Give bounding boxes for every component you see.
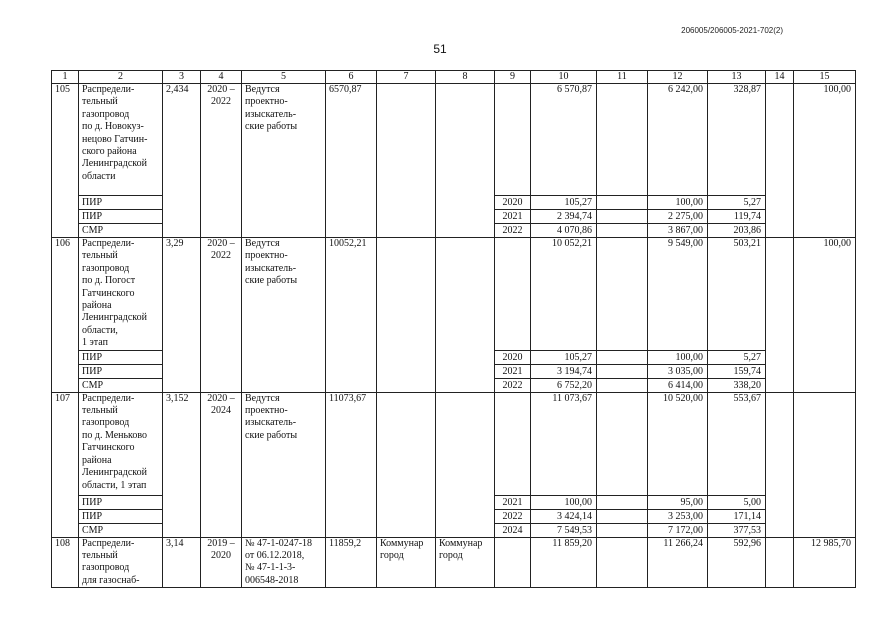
length-value: 3,29 — [163, 238, 201, 393]
other-funding — [766, 537, 794, 588]
regional-funding: 6 242,00 — [648, 84, 708, 196]
regional-funding: 3 867,00 — [648, 224, 708, 238]
regional-funding: 7 172,00 — [648, 523, 708, 537]
length-value: 3,152 — [163, 392, 201, 537]
total-funding: 3 424,14 — [531, 509, 597, 523]
regional-funding: 9 549,00 — [648, 238, 708, 351]
column-header-6: 6 — [326, 71, 377, 84]
object-name: Распредели- тельный газопровод по д. Меньково Гатчинского района Ленинградской области, 1 этап — [79, 392, 163, 495]
row-number: 105 — [52, 84, 79, 238]
total-funding: 3 194,74 — [531, 364, 597, 378]
federal-funding — [597, 364, 648, 378]
row-number: 107 — [52, 392, 79, 537]
federal-funding — [597, 509, 648, 523]
work-type: СМР — [79, 378, 163, 392]
column-header-12: 12 — [648, 71, 708, 84]
regional-funding: 100,00 — [648, 350, 708, 364]
settlement — [436, 238, 495, 393]
local-funding: 592,96 — [708, 537, 766, 588]
work-type: ПИР — [79, 210, 163, 224]
total-funding: 6 752,20 — [531, 378, 597, 392]
row-number: 108 — [52, 537, 79, 588]
local-funding: 5,27 — [708, 196, 766, 210]
work-type: ПИР — [79, 196, 163, 210]
total-funding: 11 859,20 — [531, 537, 597, 588]
column-header-13: 13 — [708, 71, 766, 84]
table-row — [52, 537, 856, 588]
work-type: СМР — [79, 523, 163, 537]
local-funding: 553,67 — [708, 392, 766, 495]
regional-funding: 3 253,00 — [648, 509, 708, 523]
work-year: 2020 — [495, 350, 531, 364]
object-name: Распредели- тельный газопровод по д. Новокуз- нецово Гатчин- ского района Ленинградской области — [79, 84, 163, 196]
column-header-10: 10 — [531, 71, 597, 84]
regional-funding: 10 520,00 — [648, 392, 708, 495]
total-funding: 11 073,67 — [531, 392, 597, 495]
period: 2020 – 2024 — [201, 392, 242, 537]
column-header-15: 15 — [794, 71, 856, 84]
capacity-value: 100,00 — [794, 84, 856, 238]
document-id: 206005/206005-2021-702(2) — [681, 26, 783, 35]
cost-total: 11859,2 — [326, 537, 377, 588]
row-number: 106 — [52, 238, 79, 393]
settlement: Коммунар город — [436, 537, 495, 588]
local-funding: 377,53 — [708, 523, 766, 537]
other-funding — [766, 238, 794, 393]
settlement — [436, 84, 495, 238]
work-year: 2021 — [495, 210, 531, 224]
period: 2020 – 2022 — [201, 238, 242, 393]
municipality — [377, 392, 436, 537]
work-type: ПИР — [79, 495, 163, 509]
page-number: 51 — [433, 42, 447, 56]
capacity-value: 100,00 — [794, 238, 856, 393]
work-type: СМР — [79, 224, 163, 238]
table-row — [52, 392, 856, 495]
work-type: ПИР — [79, 509, 163, 523]
regional-funding: 6 414,00 — [648, 378, 708, 392]
column-header-2: 2 — [79, 71, 163, 84]
federal-funding — [597, 238, 648, 351]
header-row — [52, 71, 856, 84]
federal-funding — [597, 378, 648, 392]
work-year: 2021 — [495, 364, 531, 378]
year-cell — [495, 392, 531, 495]
object-name: Распредели- тельный газопровод для газоснаб- — [79, 537, 163, 588]
capacity-value: 12 985,70 — [794, 537, 856, 588]
work-year: 2022 — [495, 224, 531, 238]
local-funding: 171,14 — [708, 509, 766, 523]
column-header-11: 11 — [597, 71, 648, 84]
column-header-3: 3 — [163, 71, 201, 84]
table-row — [52, 238, 856, 351]
cost-total: 11073,67 — [326, 392, 377, 537]
federal-funding — [597, 84, 648, 196]
other-funding — [766, 392, 794, 537]
work-year: 2022 — [495, 378, 531, 392]
local-funding: 328,87 — [708, 84, 766, 196]
work-type: ПИР — [79, 364, 163, 378]
local-funding: 203,86 — [708, 224, 766, 238]
work-year: 2022 — [495, 509, 531, 523]
year-cell — [495, 537, 531, 588]
total-funding: 7 549,53 — [531, 523, 597, 537]
total-funding: 105,27 — [531, 196, 597, 210]
total-funding: 100,00 — [531, 495, 597, 509]
table-row — [52, 84, 856, 196]
federal-funding — [597, 350, 648, 364]
work-type: ПИР — [79, 350, 163, 364]
column-header-4: 4 — [201, 71, 242, 84]
column-header-1: 1 — [52, 71, 79, 84]
year-cell — [495, 84, 531, 196]
year-cell — [495, 238, 531, 351]
cost-total: 6570,87 — [326, 84, 377, 238]
column-header-14: 14 — [766, 71, 794, 84]
municipality — [377, 84, 436, 238]
federal-funding — [597, 523, 648, 537]
status-text: № 47-1-0247-18 от 06.12.2018, № 47-1-1-3- 006548-2018 — [242, 537, 326, 588]
column-header-8: 8 — [436, 71, 495, 84]
municipality: Коммунар город — [377, 537, 436, 588]
federal-funding — [597, 392, 648, 495]
federal-funding — [597, 224, 648, 238]
total-funding: 10 052,21 — [531, 238, 597, 351]
total-funding: 105,27 — [531, 350, 597, 364]
work-year: 2024 — [495, 523, 531, 537]
status-text: Ведутся проектно- изыскатель- ские работы — [242, 392, 326, 537]
column-header-7: 7 — [377, 71, 436, 84]
local-funding: 503,21 — [708, 238, 766, 351]
federal-funding — [597, 196, 648, 210]
federal-funding — [597, 210, 648, 224]
local-funding: 159,74 — [708, 364, 766, 378]
local-funding: 5,00 — [708, 495, 766, 509]
local-funding: 5,27 — [708, 350, 766, 364]
regional-funding: 2 275,00 — [648, 210, 708, 224]
local-funding: 338,20 — [708, 378, 766, 392]
cost-total: 10052,21 — [326, 238, 377, 393]
total-funding: 2 394,74 — [531, 210, 597, 224]
length-value: 2,434 — [163, 84, 201, 238]
regional-funding: 100,00 — [648, 196, 708, 210]
municipality — [377, 238, 436, 393]
settlement — [436, 392, 495, 537]
total-funding: 4 070,86 — [531, 224, 597, 238]
work-year: 2020 — [495, 196, 531, 210]
object-name: Распредели- тельный газопровод по д. Погост Гатчинского района Ленинградской области, 1 этап — [79, 238, 163, 351]
period: 2020 – 2022 — [201, 84, 242, 238]
length-value: 3,14 — [163, 537, 201, 588]
regional-funding: 3 035,00 — [648, 364, 708, 378]
federal-funding — [597, 495, 648, 509]
local-funding: 119,74 — [708, 210, 766, 224]
period: 2019 – 2020 — [201, 537, 242, 588]
federal-funding — [597, 537, 648, 588]
status-text: Ведутся проектно- изыскатель- ские работы — [242, 84, 326, 238]
other-funding — [766, 84, 794, 238]
status-text: Ведутся проектно- изыскатель- ские работы — [242, 238, 326, 393]
work-year: 2021 — [495, 495, 531, 509]
capacity-value — [794, 392, 856, 537]
regional-funding: 11 266,24 — [648, 537, 708, 588]
total-funding: 6 570,87 — [531, 84, 597, 196]
construction-table — [51, 70, 856, 588]
regional-funding: 95,00 — [648, 495, 708, 509]
column-header-9: 9 — [495, 71, 531, 84]
column-header-5: 5 — [242, 71, 326, 84]
